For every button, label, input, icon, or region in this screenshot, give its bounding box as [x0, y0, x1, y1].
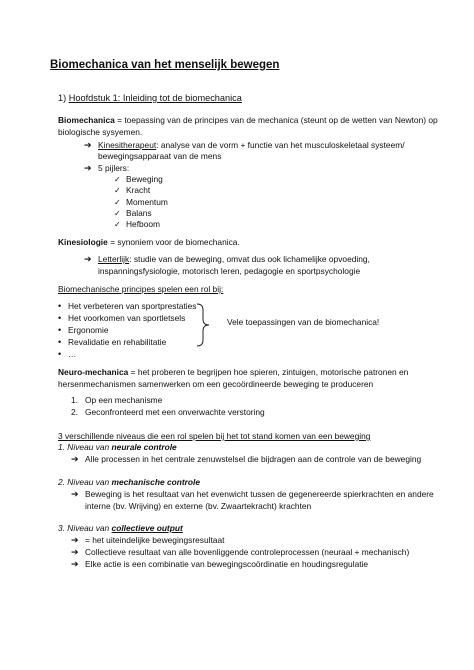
neuro-list-item: 2. Geconfronteerd met een onverwachte verstoring	[71, 407, 265, 417]
pijler-item: ✓ Momentum	[114, 197, 168, 207]
arrow-right-icon: ➔	[71, 559, 79, 569]
niveau-3-line: ➔ = het uiteindelijke bewegingsresultaat	[71, 535, 225, 545]
chapter-number: 1)	[58, 93, 67, 103]
pijler-item: ✓ Beweging	[114, 174, 163, 184]
arrow-right-icon: ➔	[84, 163, 92, 173]
check-icon: ✓	[114, 209, 121, 218]
arrow-right-icon: ➔	[84, 254, 92, 264]
pijler-item: ✓ Balans	[114, 208, 152, 218]
bullet-icon: •	[58, 325, 62, 335]
principes-heading: Biomechanische principes spelen een rol bij:	[58, 284, 224, 294]
niveau-3-line: ➔ Collectieve resultaat van alle bovenliggende controleprocessen (neuraal + mechanisch)	[71, 547, 410, 557]
letterlijk-line1	[84, 254, 370, 265]
brace-note: Vele toepassingen van de biomechanica!	[227, 317, 380, 327]
pijler-item: ✓ Hefboom	[114, 219, 160, 229]
principe-item: • …	[58, 349, 77, 359]
arrow-right-icon: ➔	[71, 489, 79, 499]
check-icon: ✓	[114, 186, 121, 195]
bullet-icon: •	[58, 313, 62, 323]
neuro-mechanica-term: Neuro-mechanica	[58, 367, 129, 377]
biomechanica-term: Biomechanica	[58, 115, 115, 125]
pijlers-label: 5 pijlers:	[98, 163, 130, 173]
biomechanica-definition-line2: biologische sysyemen.	[58, 127, 143, 137]
check-icon: ✓	[114, 175, 121, 184]
arrow-right-icon: ➔	[84, 140, 92, 150]
niveau-3-heading: 3. Niveau van collectieve output	[58, 523, 183, 533]
niveau-3-name: collectieve output	[111, 523, 183, 533]
letterlijk-text: : studie van de beweging, omvat dus ook lichamelijke opvoeding,	[129, 254, 370, 264]
kinesiologie-term: Kinesiologie	[58, 237, 108, 247]
kinesitherapeut-line1	[84, 140, 405, 151]
pijler-item: ✓ Kracht	[114, 185, 151, 195]
letterlijk-term: Letterlijk	[98, 254, 130, 264]
niveau-2-line2: interne (bv. Wrijving) en externe (bv. Zwaartekracht) krachten	[85, 501, 312, 511]
kinesitherapeut-text: : analyse van de vorm + functie van het musculoskeletaal systeem/	[156, 140, 405, 150]
chapter-title: Hoofdstuk 1: Inleiding tot de biomechanica	[68, 93, 242, 103]
check-icon: ✓	[114, 220, 121, 229]
arrow-right-icon: ➔	[71, 454, 79, 464]
neuro-mechanica-line1	[58, 367, 408, 378]
principe-item: • Revalidatie en rehabilitatie	[58, 337, 167, 347]
niveau-1-line: ➔ Alle processen in het centrale zenuwstelsel die bijdragen aan de controle van de beweging	[71, 454, 422, 464]
niveau-1-name: neurale controle	[111, 442, 177, 452]
neuro-mechanica-text: = het proberen te begrijpen hoe spieren, zintuigen, motorische patronen en	[128, 367, 409, 377]
bullet-icon: •	[58, 337, 62, 347]
arrow-right-icon: ➔	[71, 535, 79, 545]
arrow-right-icon: ➔	[71, 547, 79, 557]
niveau-2-heading: 2. Niveau van mechanische controle	[58, 477, 200, 487]
neuro-list-item: 1. Op een mechanisme	[71, 395, 163, 405]
curly-brace-icon	[196, 303, 212, 347]
pijlers-label-line	[84, 163, 129, 174]
principe-item: • Het voorkomen van sportletsels	[58, 313, 186, 323]
biomechanica-def-text: = toepassing van de principes van de mechanica (steunt op de wetten van Newton) op	[114, 115, 438, 125]
niveau-2-name: mechanische controle	[111, 477, 200, 487]
document-title: Biomechanica van het menselijk bewegen	[50, 59, 280, 71]
kinesiologie-text: = synoniem voor de biomechanica.	[107, 237, 240, 247]
niveau-2-line1: ➔ Beweging is het resultaat van het evenwicht tussen de gegenereerde spierkrachten en andere	[71, 489, 434, 499]
bullet-icon: •	[58, 349, 62, 359]
niveau-3-line: ➔ Elke actie is een combinatie van bewegingscoördinatie en houdingsregulatie	[71, 559, 369, 569]
kinesitherapeut-line2: bewegingsapparaat van de mens	[98, 151, 222, 161]
biomechanica-definition-line1	[58, 115, 438, 126]
chapter-heading	[58, 93, 242, 104]
check-icon: ✓	[114, 198, 121, 207]
letterlijk-line2: inspanningsfysiologie, motorisch leren, pedagogie en sportpsychologie	[98, 266, 361, 276]
principe-item: • Het verbeteren van sportprestaties	[58, 301, 197, 311]
neuro-mechanica-line2: hersenmechanismen samenwerken om een gecoördineerde beweging te produceren	[58, 379, 374, 389]
kinesiologie-line	[58, 237, 240, 248]
kinesitherapeut-term: Kinesitherapeut	[98, 140, 157, 150]
bullet-icon: •	[58, 301, 62, 311]
niveau-1-heading: 1. Niveau van neurale controle	[58, 442, 177, 452]
niveaus-heading: 3 verschillende niveaus die een rol spelen bij het tot stand komen van een beweging	[58, 431, 371, 441]
principe-item: • Ergonomie	[58, 325, 109, 335]
